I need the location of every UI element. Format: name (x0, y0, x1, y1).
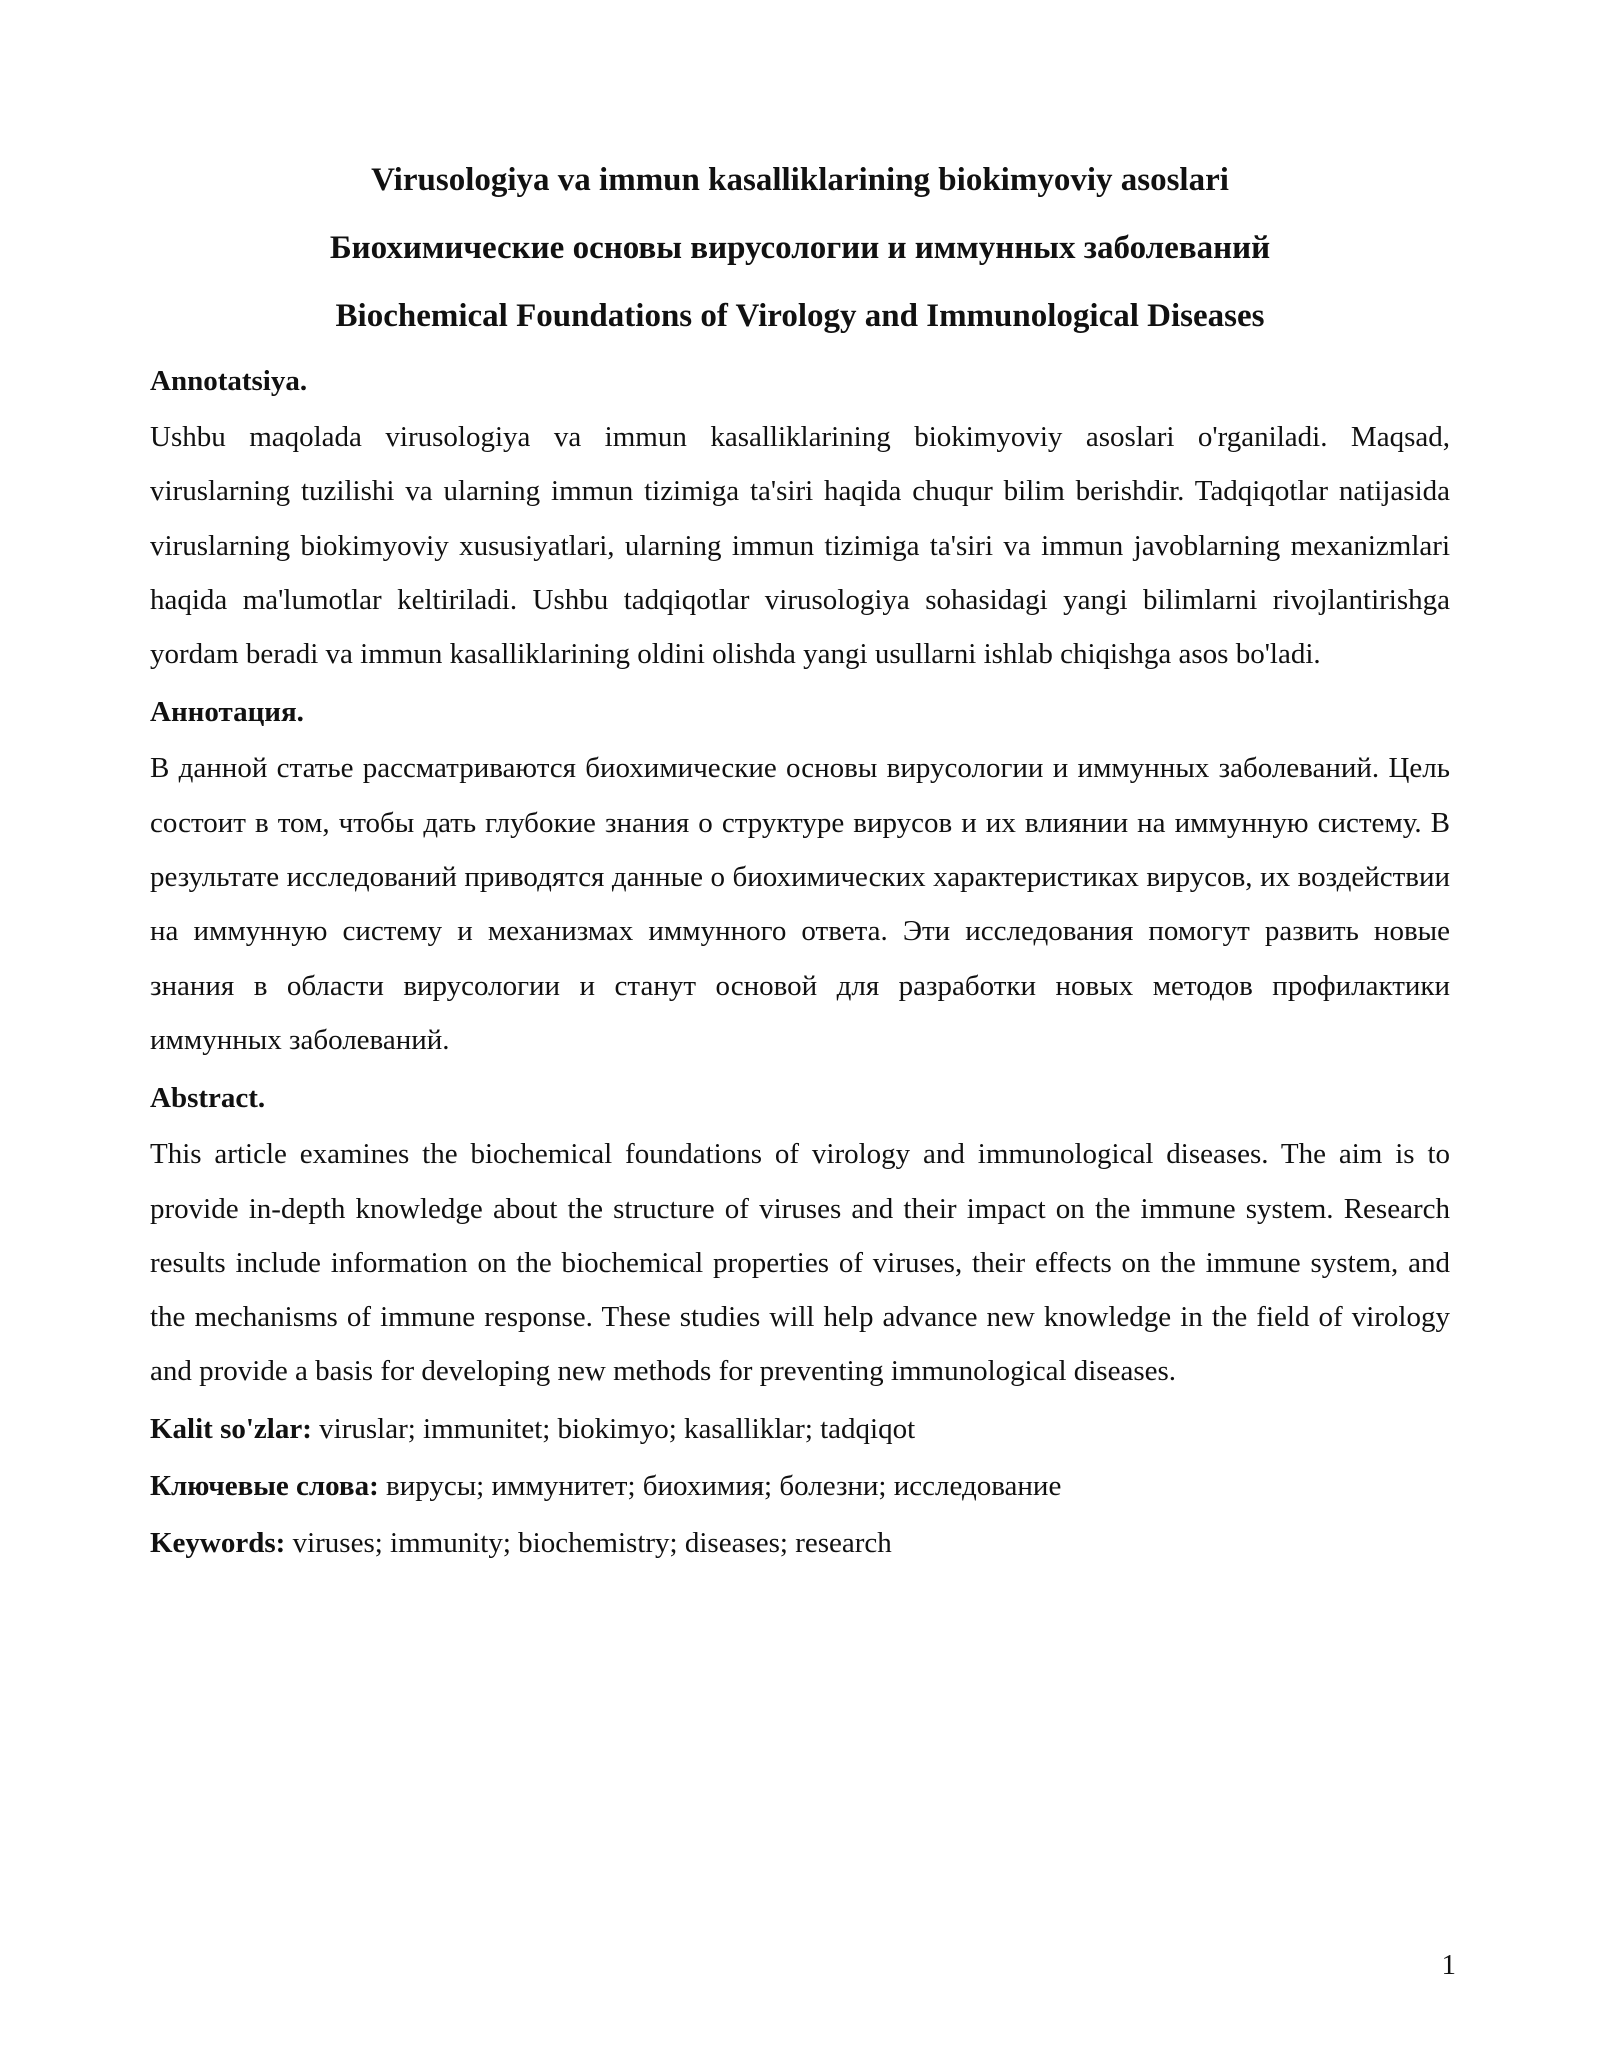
keywords-uzbek-value: viruslar; immunitet; biokimyo; kasalliklar; tadqiqot (311, 1412, 916, 1445)
abstract-russian (150, 695, 1450, 1067)
abstract-uzbek-text: Ushbu maqolada virusologiya va immun kasalliklarining biokimyoviy asoslari o'rganiladi. Maqsad, viruslarning tuzilishi va ularning immun tizimiga ta'siri haqida chuqur bilim berishdir. Tadqiqotlar natijasida viruslarning biokimyoviy xususiyatlari, ularning immun tizimiga ta'siri va immun javoblarning mexanizmlari haqida ma'lumotlar keltiriladi. Ushbu tadqiqotlar virusologiya sohasidagi yangi bilimlarni rivojlantirishga yordam beradi va immun kasalliklarining oldini olishda yangi usullarni ishlab chiqishga asos bo'ladi. (150, 421, 1450, 671)
abstract-uzbek (150, 364, 1450, 681)
abstract-russian-text: В данной статье рассматриваются биохимические основы вирусологии и иммунных заболеваний. Цель состоит в том, чтобы дать глубокие знания о структуре вирусов и их влиянии на иммунную систему. В результате исследований приводятся данные о биохимических характеристиках вирусов, их воздействии на иммунную систему и механизмах иммунного ответа. Эти исследования помогут развить новые знания в области вирусологии и станут основой для разработки новых методов профилактики иммунных заболеваний. (150, 752, 1450, 1056)
keywords-uzbek-label: Kalit so'zlar: (150, 1412, 312, 1445)
keywords-english (150, 1515, 1450, 1572)
keywords-russian-label: Ключевые слова: (150, 1469, 379, 1502)
abstract-english-heading: Abstract. (150, 1082, 266, 1115)
keywords-english-value: viruses; immunity; biochemistry; diseases; research (285, 1526, 892, 1559)
keywords-block (150, 1401, 1450, 1572)
keywords-uzbek (150, 1401, 1450, 1458)
title-block (150, 146, 1450, 350)
title-uzbek: Virusologiya va immun kasalliklarining biokimyoviy asoslari (371, 162, 1229, 198)
title-english: Biochemical Foundations of Virology and Immunological Diseases (335, 298, 1265, 334)
keywords-russian (150, 1458, 1450, 1515)
abstract-english (150, 1081, 1450, 1398)
keywords-russian-value: вирусы; иммунитет; биохимия; болезни; исследование (378, 1469, 1062, 1502)
title-russian: Биохимические основы вирусологии и иммунных заболеваний (329, 230, 1271, 266)
keywords-english-label: Keywords: (150, 1526, 286, 1559)
abstract-uzbek-heading: Annotatsiya. (150, 365, 308, 397)
page-number: 1 (1441, 1949, 1456, 1981)
abstract-russian-heading: Аннотация. (150, 696, 304, 729)
abstract-english-text: This article examines the biochemical foundations of virology and immunological diseases. The aim is to provide in-depth knowledge about the structure of viruses and their impact on the immune system. Research results include information on the biochemical properties of viruses, their effects on the immune system, and the mechanisms of immune response. These studies will help advance new knowledge in the field of virology and provide a basis for developing new methods for preventing immunological diseases. (150, 1138, 1450, 1388)
